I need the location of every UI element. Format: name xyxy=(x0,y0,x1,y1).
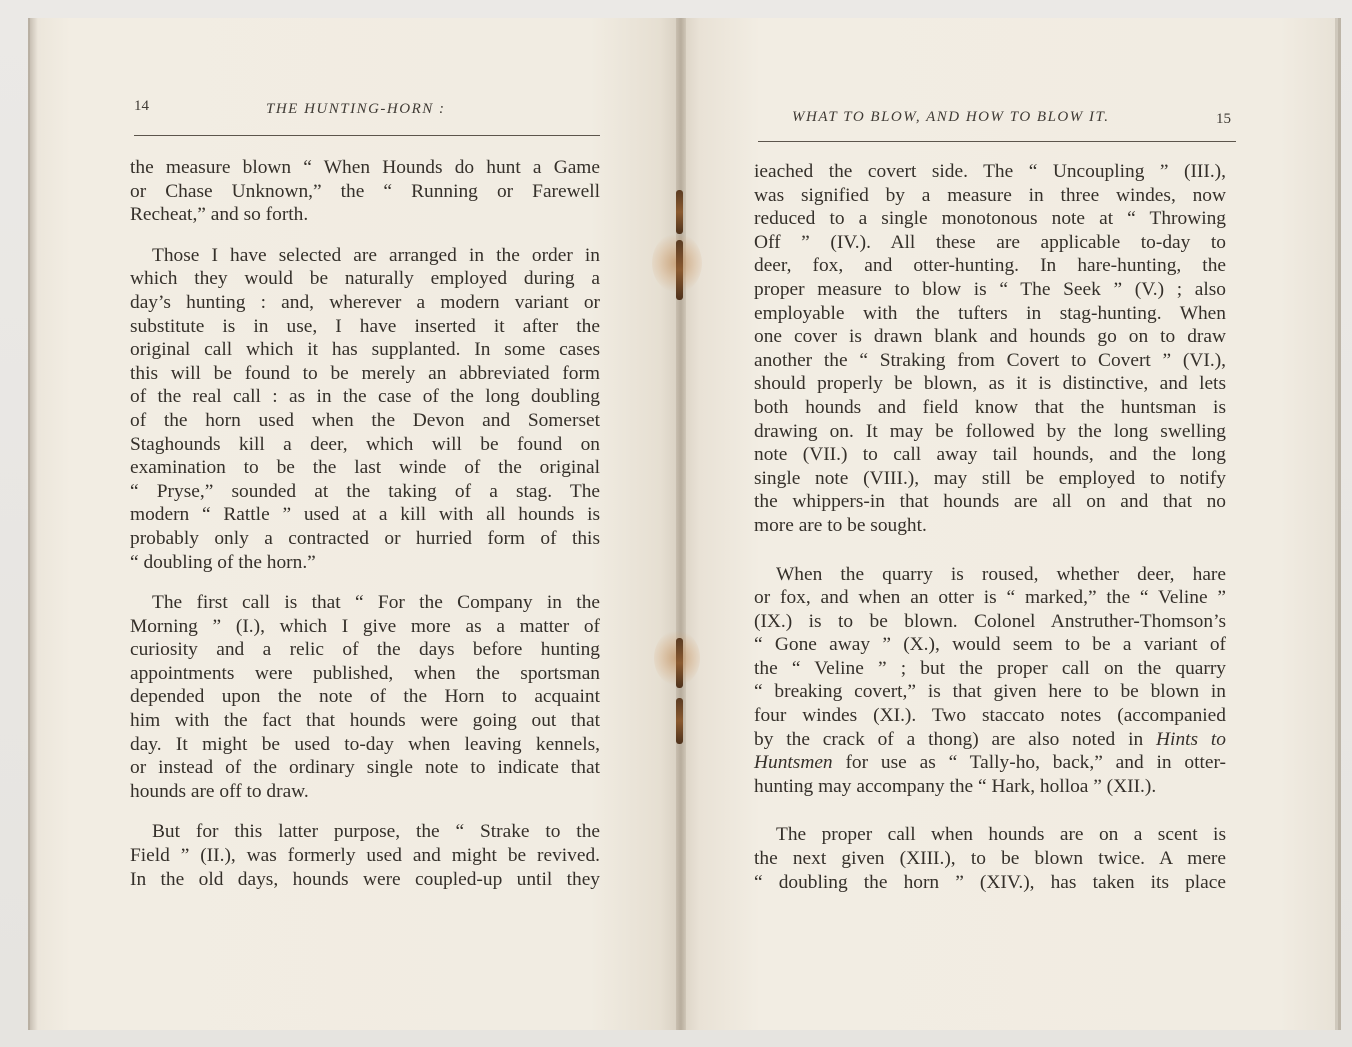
text-line: of the real call : as in the case of the long doubling xyxy=(130,386,600,408)
text-line: or fox, and when an otter is “ marked,” the “ Veline ” xyxy=(754,587,1226,609)
paragraph xyxy=(754,823,1226,894)
text-line: more are to be sought. xyxy=(754,514,927,536)
text-line: The proper call when hounds are on a scent is xyxy=(776,824,1226,846)
text-line: Huntsmen for use as “ Tally-ho, back,” and in otter- xyxy=(754,752,1226,774)
left-page xyxy=(30,18,680,1030)
right-page xyxy=(680,18,1335,1030)
header-rule-right xyxy=(758,141,1236,142)
text-line: In the old days, hounds were coupled-up until they xyxy=(130,868,600,890)
text-line: appointments were published, when the sportsman xyxy=(130,662,600,684)
text-line: four windes (XI.). Two staccato notes (accompanied xyxy=(754,705,1226,727)
text-line: hunting may accompany the “ Hark, holloa ” (XII.). xyxy=(754,775,1157,797)
text-line: curiosity and a relic of the days before hunting xyxy=(130,639,600,661)
text-line: the whippers-in that hounds are all on and that no xyxy=(754,491,1226,513)
text-line: or instead of the ordinary single note to indicate that xyxy=(130,757,600,779)
paragraph xyxy=(130,156,600,227)
header-rule-left xyxy=(134,135,600,136)
paragraph xyxy=(754,160,1226,538)
text-line: reduced to a single monotonous note at “ Throwing xyxy=(754,208,1226,230)
paragraph xyxy=(130,244,600,574)
text-line: probably only a contracted or hurried form of this xyxy=(130,527,600,549)
text-line: modern “ Rattle ” used at a kill with all hounds is xyxy=(130,504,600,526)
text-line: original call which it has supplanted. In some cases xyxy=(130,339,600,361)
text-line: The first call is that “ For the Company in the xyxy=(152,592,600,614)
page-number-left: 14 xyxy=(134,98,149,114)
text-line: But for this latter purpose, the “ Strake to the xyxy=(152,821,600,843)
right-page-body xyxy=(754,160,1226,894)
text-line: drawing on. It may be followed by the long swelling xyxy=(754,420,1226,442)
text-line: the measure blown “ When Hounds do hunt a Game xyxy=(130,157,600,178)
text-line: note (VII.) to call away tail hounds, and the long xyxy=(754,444,1226,466)
text-line: or Chase Unknown,” the “ Running or Farewell xyxy=(130,180,600,202)
text-line: “ doubling the horn ” (XIV.), has taken its place xyxy=(754,871,1226,893)
book-gutter xyxy=(676,18,686,1030)
text-line: this will be found to be merely an abbreviated form xyxy=(130,362,600,384)
staple-top-lower xyxy=(676,240,683,300)
running-head-left: THE HUNTING-HORN : xyxy=(266,101,446,117)
text-line: depended upon the note of the Horn to acquaint xyxy=(130,686,600,708)
text-line: should properly be blown, as it is distinctive, and lets xyxy=(754,373,1226,395)
paragraph xyxy=(754,563,1226,799)
text-line: by the crack of a thong) are also noted in Hints to xyxy=(754,728,1227,750)
text-line: examination to be the last winde of the original xyxy=(130,457,600,479)
text-line: the next given (XIII.), to be blown twice. A mere xyxy=(754,848,1226,870)
text-line: (IX.) is to be blown. Colonel Anstruther-Thomson’s xyxy=(754,610,1226,632)
text-line: “ Pryse,” sounded at the taking of a stag. The xyxy=(130,480,600,502)
text-line: ieached the covert side. The “ Uncoupling ” (III.), xyxy=(754,161,1226,182)
text-line: Those I have selected are arranged in the order in xyxy=(152,244,600,266)
staple-top xyxy=(676,190,683,234)
staple-bottom-lower xyxy=(676,698,683,744)
text-line: Staghounds kill a deer, which will be found on xyxy=(130,433,600,455)
text-line: day’s hunting : and, wherever a modern variant or xyxy=(130,291,600,313)
text-line: of the horn used when the Devon and Somerset xyxy=(130,409,600,431)
text-line: substitute is in use, I have inserted it after the xyxy=(130,315,600,337)
text-line: “ doubling of the horn.” xyxy=(130,551,316,573)
text-line: Recheat,” and so forth. xyxy=(130,204,309,226)
paragraph xyxy=(130,820,600,891)
text-line: him with the fact that hounds were going out that xyxy=(130,710,600,732)
text-line: was signified by a measure in three windes, now xyxy=(754,184,1226,206)
text-line: single note (VIII.), may still be employed to notify xyxy=(754,467,1226,489)
text-line: one cover is drawn blank and hounds go on to draw xyxy=(754,326,1226,348)
text-line: When the quarry is roused, whether deer, hare xyxy=(776,563,1226,585)
page-number-right: 15 xyxy=(1216,111,1231,127)
text-line: day. It might be used to-day when leaving kennels, xyxy=(130,733,600,755)
text-line: which they would be naturally employed during a xyxy=(130,268,600,290)
text-line: “ Gone away ” (X.), would seem to be a variant of xyxy=(754,634,1226,656)
text-line: hounds are off to draw. xyxy=(130,780,309,802)
text-line: proper measure to blow is “ The Seek ” (V.) ; also xyxy=(754,278,1226,300)
text-line: Field ” (II.), was formerly used and might be revived. xyxy=(130,845,600,867)
left-page-body xyxy=(130,156,600,891)
staple-bottom xyxy=(676,638,683,688)
paragraph xyxy=(130,591,600,803)
text-line: the “ Veline ” ; but the proper call on the quarry xyxy=(754,657,1226,679)
text-line: “ breaking covert,” is that given here to be blown in xyxy=(754,681,1226,703)
text-line: employable with the tufters in stag-hunting. When xyxy=(754,302,1226,324)
text-line: deer, fox, and otter-hunting. In hare-hunting, the xyxy=(754,255,1226,277)
running-head-right: WHAT TO BLOW, AND HOW TO BLOW IT. xyxy=(792,109,1110,125)
open-book xyxy=(30,18,1338,1038)
text-line: Morning ” (I.), which I give more as a matter of xyxy=(130,615,600,637)
text-line: another the “ Straking from Covert to Covert ” (VI.), xyxy=(754,349,1226,371)
text-line: Off ” (IV.). All these are applicable to-day to xyxy=(754,231,1226,253)
text-line: both hounds and field know that the huntsman is xyxy=(754,396,1226,418)
